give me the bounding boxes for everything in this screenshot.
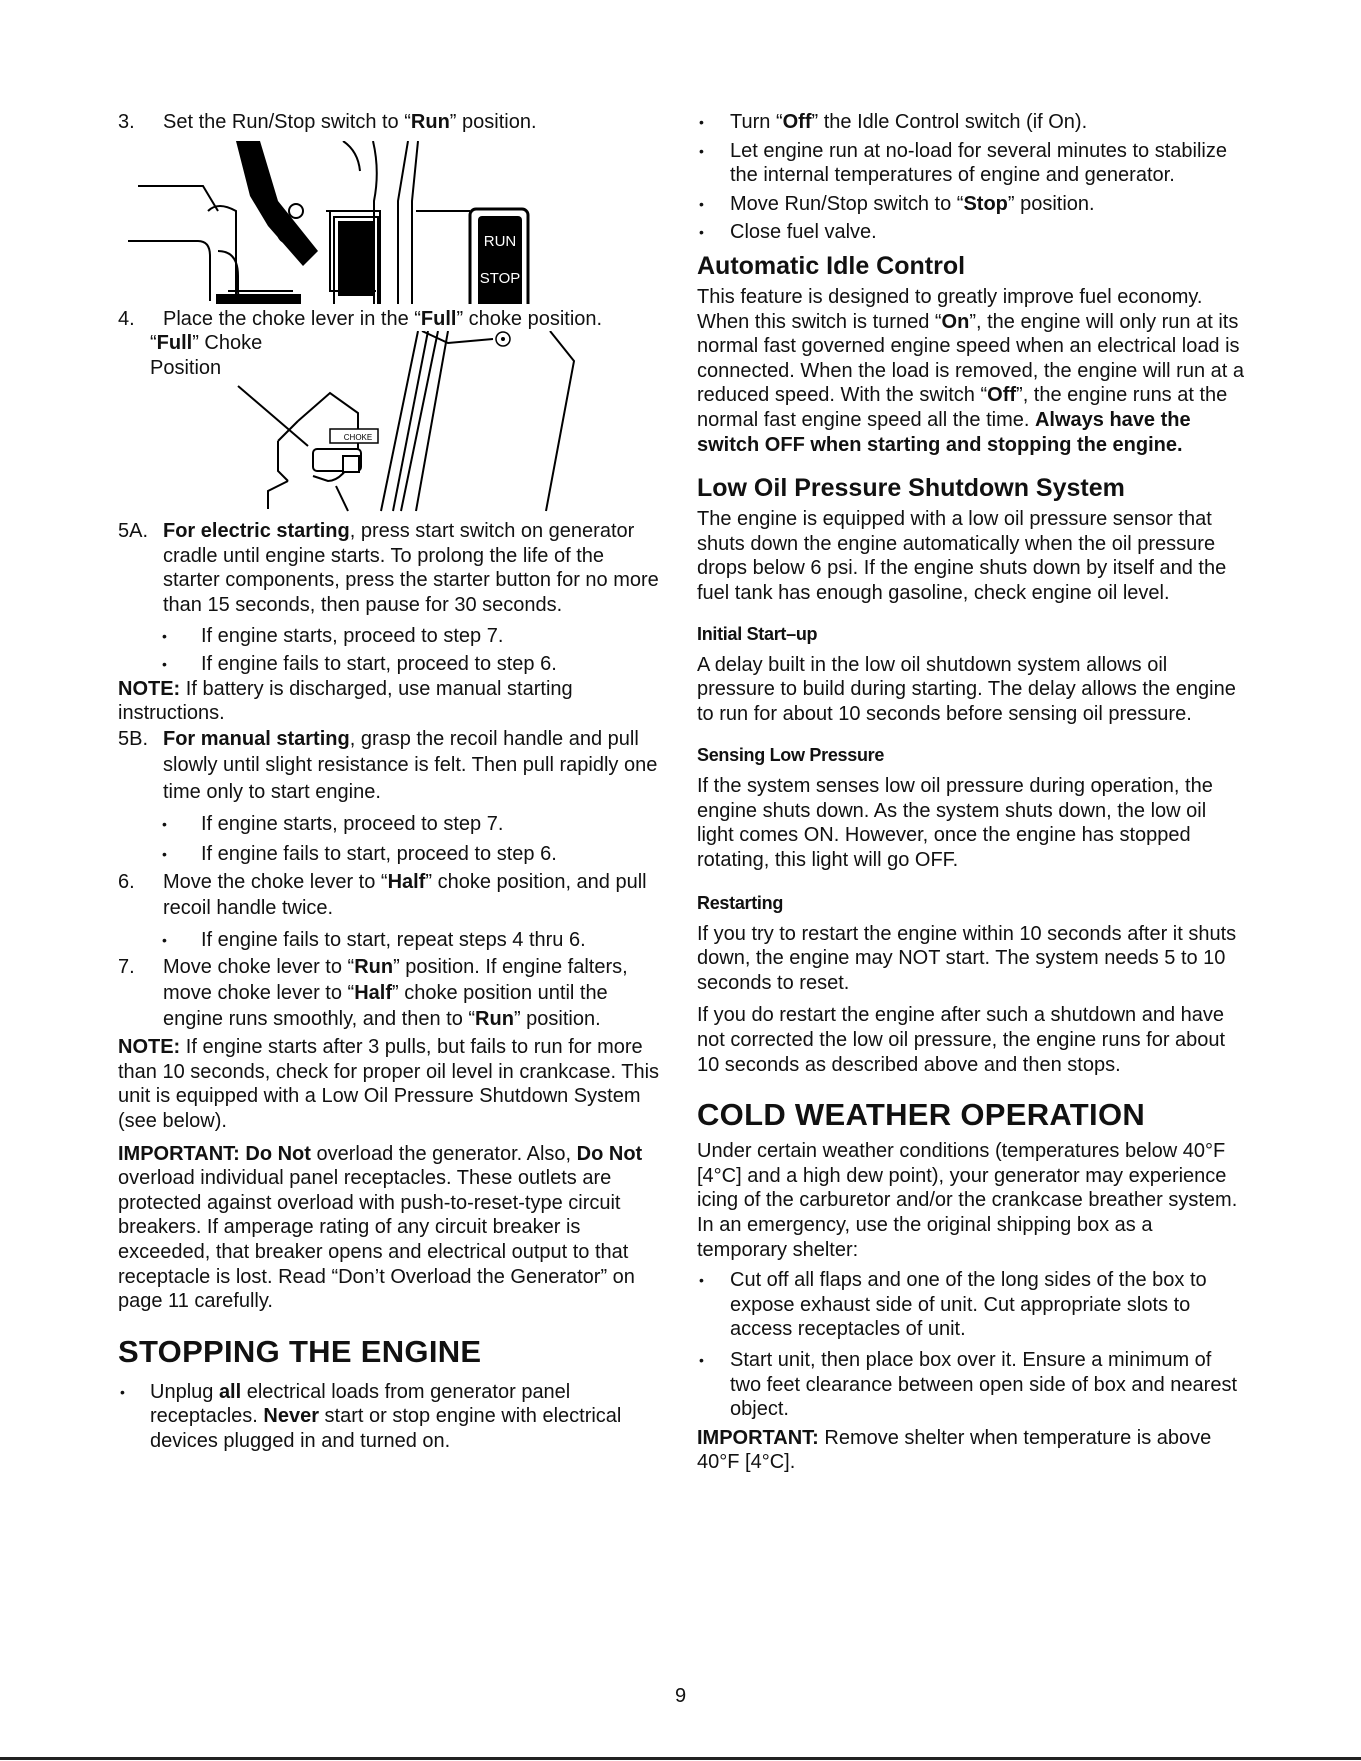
important-shelter: IMPORTANT: Remove shelter when temperature is above 40°F [4°C]. — [697, 1426, 1212, 1474]
page-number: 9 — [674, 1685, 687, 1707]
initial-startup-heading: Initial Start–up — [697, 623, 818, 644]
stop-bullet-no-load: • Let engine run at no-load for several minutes to stabilize the internal temperatures of engine and generator. — [697, 139, 1247, 188]
right-column — [697, 110, 1247, 1475]
stopping-heading: STOPPING THE ENGINE — [118, 1333, 482, 1369]
step-7: 7. Move choke lever to “Run” position. If engine falters, move choke lever to “Half” choke position until the engine runs smoothly, and then to “Run” position. — [118, 956, 628, 1031]
low-oil-heading: Low Oil Pressure Shutdown System — [697, 474, 1125, 503]
restarting-body-1: If you try to restart the engine within 10 seconds after it shuts down, the engine may NOT start. The system needs 5 to 10 seconds to reset. — [697, 922, 1237, 994]
cold-bullet-1: • Cut off all flaps and one of the long sides of the box to expose exhaust side of unit. Cut appropriate slots to access receptacles of unit. — [697, 1268, 1247, 1342]
automatic-idle-body: This feature is designed to greatly improve fuel economy. When this switch is turned “On”, the engine will only run at its normal fast governed engine speed when an electrical load is connected. When the load is removed, the engine will run at a reduced speed. With the switch “Off”, the engine runs at the normal fast engine speed all the time. Always have the switch OFF when starting and stopping the engine. — [697, 285, 1244, 456]
step-3: 3. Set the Run/Stop switch to “Run” position. — [118, 111, 537, 133]
step-5a-bullet-2: • If engine fails to start, proceed to step 6. — [118, 652, 666, 677]
choke-label: CHOKE — [343, 433, 373, 443]
cold-weather-heading: COLD WEATHER OPERATION — [697, 1097, 1146, 1133]
cold-weather-body: Under certain weather conditions (temperatures below 40°F [4°C] and a high dew point), your generator may experience icing of the carburetor and/or the crankcase breather system. In an emergency, use the original shipping box as a temporary shelter: — [697, 1140, 1238, 1261]
initial-startup-body: A delay built in the low oil shutdown system allows oil pressure to build during starting. The delay allows the engine to run for about 10 seconds before sensing oil pressure. — [697, 653, 1236, 725]
step-5b: 5B. For manual starting, grasp the recoil handle and pull slowly until slight resistance is felt. Then pull rapidly one time only to start engine. — [118, 727, 658, 803]
stop-label: STOP — [479, 269, 521, 287]
run-stop-switch-figure — [118, 141, 666, 304]
step-6-bullet-1: • If engine fails to start, repeat steps 4 thru 6. — [118, 928, 666, 953]
stop-bullet-switch: • Move Run/Stop switch to “Stop” position. — [697, 192, 1247, 217]
cold-bullet-2: • Start unit, then place box over it. Ensure a minimum of two feet clearance between open side of box and nearest object. — [697, 1348, 1247, 1422]
restarting-body-2: If you do restart the engine after such a shutdown and have not corrected the low oil pressure, the engine runs for about 10 seconds as described above and then stops. — [697, 1004, 1226, 1076]
step-5b-bullet-1: • If engine starts, proceed to step 7. — [118, 812, 666, 837]
step-4: 4. Place the choke lever in the “Full” choke position. — [118, 307, 603, 330]
note-battery: NOTE: If battery is discharged, use manual starting instructions. — [118, 677, 573, 725]
step-5b-bullet-2: • If engine fails to start, proceed to step 6. — [118, 842, 666, 867]
run-label: RUN — [483, 232, 517, 250]
bottom-rule — [0, 1757, 1361, 1760]
step-5a-bullet-1: • If engine starts, proceed to step 7. — [118, 624, 666, 649]
step-6: 6. Move the choke lever to “Half” choke position, and pull recoil handle twice. — [118, 870, 647, 919]
note-low-oil: NOTE: If engine starts after 3 pulls, but fails to run for more than 10 seconds, check for proper oil level in crankcase. This unit is equipped with a Low Oil Pressure Shutdown System (see below). — [118, 1036, 660, 1132]
stop-bullet-1: • Unplug all electrical loads from generator panel receptacles. Never start or stop engine with electrical devices plugged in and turned on. — [118, 1380, 666, 1454]
low-oil-body: The engine is equipped with a low oil pressure sensor that shuts down the engine automatically when the oil pressure drops below 6 psi. If the engine shuts down by itself and the fuel tank has enough gasoline, check engine oil level. — [697, 508, 1227, 604]
sensing-body: If the system senses low oil pressure during operation, the engine shuts down. As the system shuts down, the low oil light comes ON. However, once the engine has stopped rotating, this light will go OFF. — [697, 775, 1213, 872]
stop-bullet-fuel: • Close fuel valve. — [697, 220, 1247, 245]
sensing-heading: Sensing Low Pressure — [697, 745, 885, 766]
full-choke-callout: “Full” Choke Position — [150, 332, 263, 379]
automatic-idle-heading: Automatic Idle Control — [697, 251, 966, 280]
step-5a: 5A. For electric starting, press start switch on generator cradle until engine starts. To prolong the life of the starter components, press the starter button for no more than 15 seconds, then pause for 30 seconds. — [118, 520, 659, 616]
left-column — [118, 110, 666, 1454]
restarting-heading: Restarting — [697, 892, 784, 913]
choke-figure — [118, 331, 666, 515]
stop-bullet-idle: • Turn “Off” the Idle Control switch (if On). — [697, 110, 1247, 135]
important-overload: IMPORTANT: Do Not overload the generator. Also, Do Not overload individual panel receptacles. These outlets are protected against overload with push-to-reset-type circuit breakers. If amperage rating of any circuit breaker is exceeded, that breaker opens and electrical output to that receptacle is lost. Read “Don’t Overload the Generator” on page 11 carefully. — [118, 1142, 643, 1313]
